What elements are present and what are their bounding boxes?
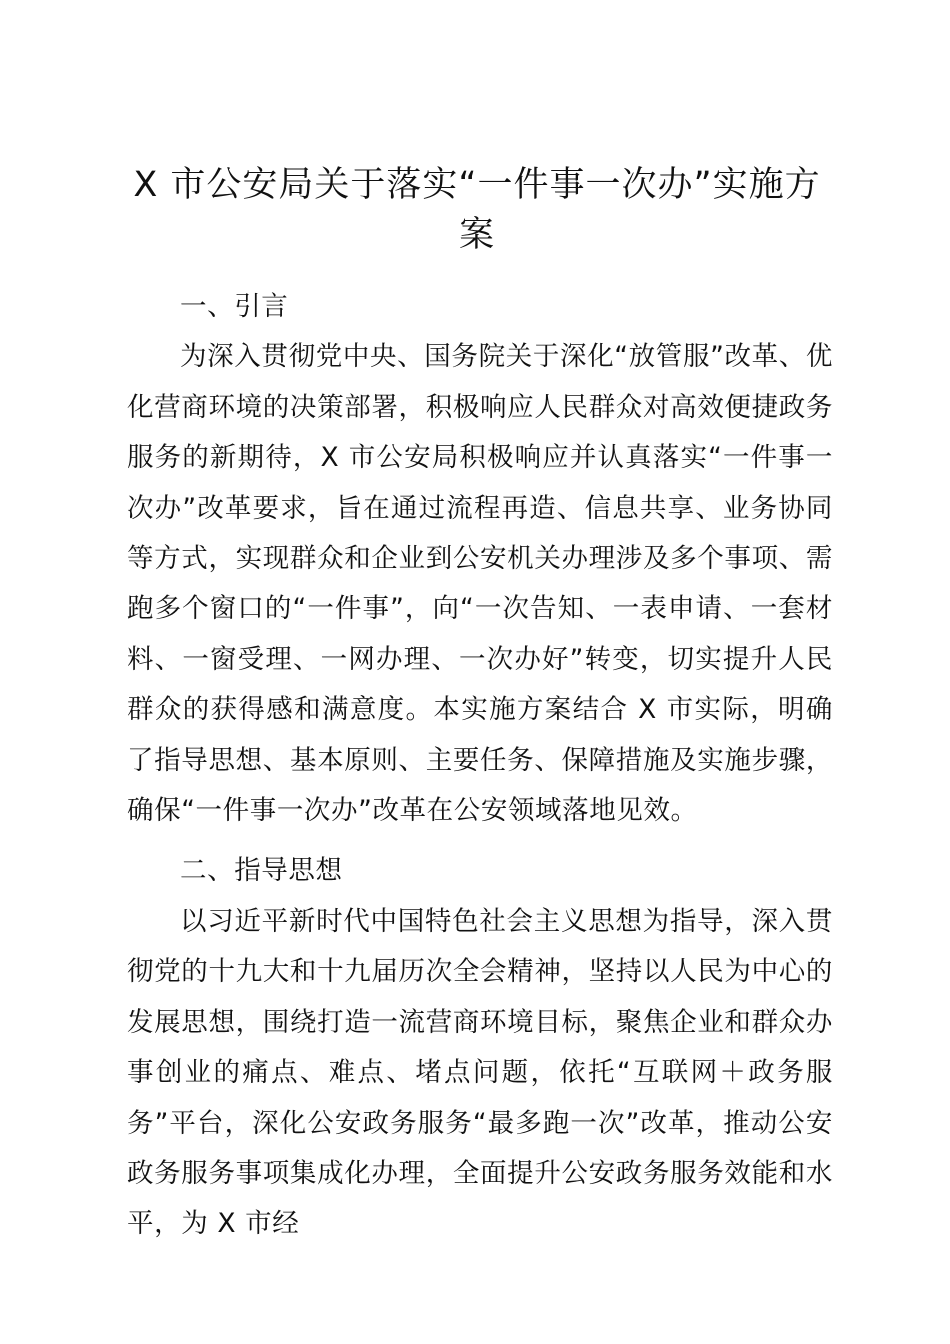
section-heading-guiding-ideology: 二、指导思想 <box>180 855 343 887</box>
document-body <box>127 282 833 1250</box>
section-heading-introduction: 一、引言 <box>180 291 289 322</box>
section-paragraph-introduction: 为深入贯彻党中央、国务院关于深化“放管服”改革、优化营商环境的决策部署，积极响应人民群众对高效便捷政务服务的新期待，X 市公安局积极响应并认真落实“一件事一次办”改革要求，旨在通过流程再造、信息共享、业务协同等方式，实现群众和企业到公安机关办理涉及多个事项、需跑多个窗口的“一件事”，向“一次告知、一表申请、一套材料、一窗受理、一网办理、一次办好”转变，切实提升人民群众的获得感和满意度。本实施方案结合 X 市实际，明确了指导思想、基本原则、主要任务、保障措施及实施步骤，确保“一件事一次办”改革在公安领域落地见效。 <box>127 341 833 827</box>
section-paragraph-guiding-ideology: 以习近平新时代中国特色社会主义思想为指导，深入贯彻党的十九大和十九届历次全会精神，坚持以人民为中心的发展思想，围绕打造一流营商环境目标，聚焦企业和群众办事创业的痛点、难点、堵点问题，依托“互联网＋政务服务”平台，深化公安政务服务“最多跑一次”改革，推动公安政务服务事项集成化办理，全面提升公安政务服务效能和水平，为 X 市经 <box>127 905 833 1240</box>
document-title: X 市公安局关于落实“一件事一次办”实施方案 <box>133 165 821 255</box>
